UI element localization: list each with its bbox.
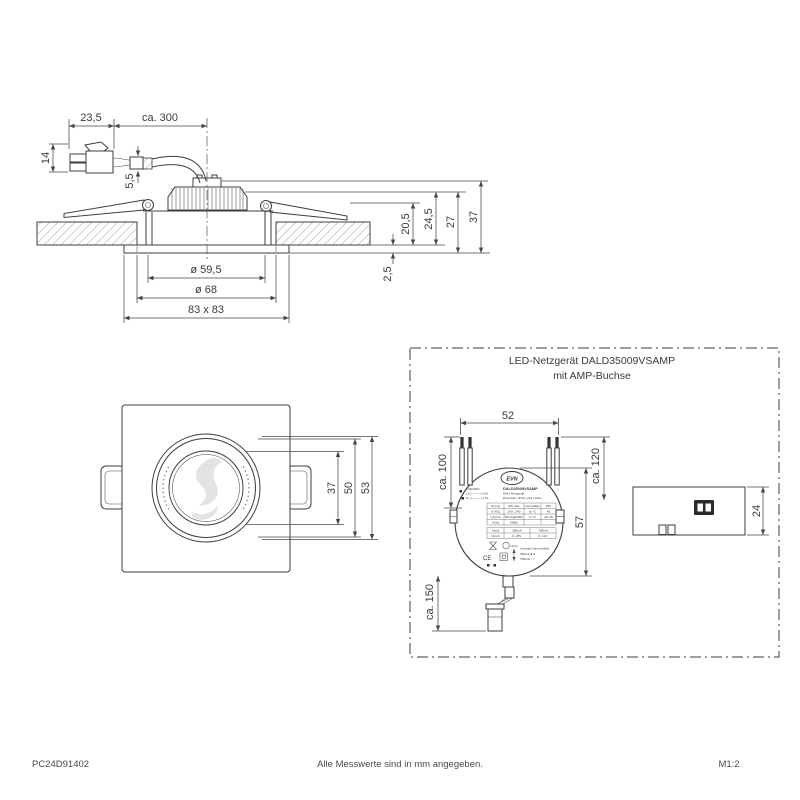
dim-rim-diameter: ø 68 (194, 284, 218, 296)
ceiling-right (276, 222, 370, 245)
brand-logo-text: EVN (506, 476, 518, 483)
footer (32, 759, 740, 770)
svg-text:25V: 25V (545, 504, 552, 508)
label-dim-mode: PUSH2DIM (466, 488, 480, 491)
dim-driver-width: 52 (501, 410, 515, 422)
current-option-700: 700mA ○ ○ (520, 557, 536, 561)
label-wiring-n: N (–) ——— (–) DA (466, 497, 489, 500)
front-view (101, 405, 378, 572)
svg-text:350mA: 350mA (512, 528, 522, 533)
uout-label: U(out) (510, 545, 518, 548)
ce-mark: CE (483, 556, 492, 562)
svg-text:I (A)rms: I (A)rms (490, 515, 501, 519)
clip-left (101, 466, 125, 509)
bezel (124, 245, 289, 253)
svg-text:9W max: 9W max (508, 504, 520, 508)
amp-plug (70, 142, 152, 173)
dim-bezel-lip: 2,5 (382, 266, 394, 282)
dim-connector-length: 23,5 (80, 112, 102, 124)
dim-cable-length: ca. 300 (141, 112, 179, 124)
amp-socket-body (488, 609, 502, 631)
driver-side-outline (633, 487, 745, 535)
driver-box (410, 348, 779, 657)
dim-wire-left: ca. 100 (437, 453, 449, 491)
dim-ring-diameter: 50 (343, 481, 355, 495)
mount-tab (659, 525, 666, 535)
label-model: DALD35009VSAMP (503, 487, 538, 491)
current-option-350: 350mA ● ● (520, 552, 536, 556)
driver-title-line1: LED-Netzgerät DALD35009VSAMP (508, 355, 676, 367)
mount-tab (668, 525, 675, 535)
amp-socket-flange (486, 604, 504, 609)
svg-text:U(out)Max: U(out)Max (525, 504, 540, 508)
dim-recess-depth: 20,5 (400, 213, 412, 235)
spring-wing-left (64, 200, 144, 218)
svg-text:tc °C: tc °C (529, 515, 536, 519)
output-cable (486, 576, 514, 631)
strain-relief (143, 158, 152, 169)
svg-text:700mA: 700mA (538, 528, 548, 533)
svg-text:I(out): I(out) (491, 528, 500, 533)
dim-cutout-diameter: ø 59,5 (190, 264, 222, 276)
drawing-scale: M1:2 (718, 759, 740, 770)
plug-latch (85, 142, 108, 151)
svg-text:ta °C: ta °C (529, 509, 536, 514)
svg-text:6..12V: 6..12V (538, 534, 548, 538)
label-wiring-l: L (+) ——— (+) DA (466, 492, 489, 496)
dim-overall-size: 83 x 83 (187, 304, 225, 316)
svg-text:f (Hz): f (Hz) (491, 520, 500, 525)
dim-driver-height: 24 (751, 504, 763, 518)
dim-wire-right: ca. 120 (590, 447, 602, 485)
dim-height-mid: 24,5 (423, 208, 435, 230)
can-walls (146, 212, 271, 245)
clip-right (287, 466, 311, 509)
units-note: Alle Messwerte sind in mm angegeben. (317, 759, 483, 770)
label-type: DALI-Netzgerät (503, 491, 525, 496)
svg-text:P(out): P(out) (491, 504, 500, 508)
spring-wing-right (270, 202, 347, 220)
label-features: Dimmbar | IP20 | 219 | DALI (503, 496, 542, 501)
svg-text:45: 45 (546, 509, 551, 514)
svg-text:50mA@230V: 50mA@230V (504, 515, 524, 519)
dim-bezel-diameter: 53 (360, 481, 372, 495)
svg-text:U (AC): U (AC) (490, 509, 501, 514)
dim-wire-bottom: ca. 150 (424, 583, 436, 621)
dim-driver-diameter: 57 (574, 515, 586, 529)
dim-cable-diameter: 5,5 (124, 173, 136, 189)
plug-wires (113, 158, 130, 167)
driver-title-line2: mit AMP-Buchse (553, 370, 631, 382)
dim-lens-diameter: 37 (326, 481, 338, 495)
dim-height-total: 37 (468, 210, 480, 224)
dim-connector-height: 14 (40, 151, 52, 165)
svg-text:U(out): U(out) (491, 534, 500, 538)
svg-text:50/60: 50/60 (510, 520, 518, 525)
svg-text:20..45: 20..45 (544, 515, 553, 519)
driver-side-view (633, 487, 769, 535)
svg-text:200...240: 200...240 (507, 509, 521, 514)
svg-text:6..25V: 6..25V (512, 534, 522, 538)
dim-height-body: 27 (445, 215, 457, 229)
cross-section-view (37, 112, 490, 323)
ceiling-left (37, 222, 137, 245)
doc-number: PC24D91402 (32, 759, 90, 770)
current-select-title: Auswahl Stromstärke (520, 546, 550, 551)
